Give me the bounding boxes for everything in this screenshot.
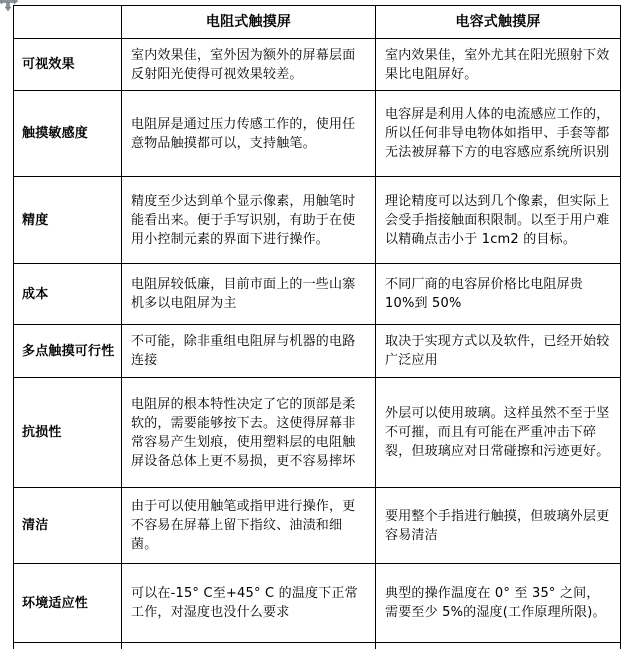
table-cell-resistive: 电阻屏的根本特性决定了它的顶部是柔软的，需要能够按下去。这使得屏幕非常容易产生划痕，使用塑料层的电阻触屏设备总体上更不易损，更不容易摔坏 <box>122 378 376 488</box>
table-row-visibility <box>14 39 621 91</box>
table-row-cost <box>14 264 621 325</box>
row-label: 环境适应性 <box>14 564 122 643</box>
comparison-table <box>13 5 621 649</box>
row-label: 抗损性 <box>14 378 122 488</box>
row-label: 多点触摸可行性 <box>14 325 122 378</box>
table-row-clipped <box>14 643 621 649</box>
table-header-capacitive: 电容式触摸屏 <box>376 6 621 39</box>
table-row-sensitivity <box>14 91 621 177</box>
table-cell-capacitive: 室内效果佳，室外尤其在阳光照射下效果比电阻屏好。 <box>376 39 621 91</box>
table-cell-resistive: 电阻屏较低廉，目前市面上的一些山寨机多以电阻屏为主 <box>122 264 376 325</box>
table-cell-capacitive: 外层可以使用玻璃。这样虽然不至于坚不可摧，而且有可能在严重冲击下碎裂，但玻璃应对日常碰擦和污迹更好。 <box>376 378 621 488</box>
table-cell-clipped <box>14 643 122 649</box>
table-cell-clipped <box>376 643 621 649</box>
table-row-multitouch <box>14 325 621 378</box>
table-row-environment <box>14 564 621 643</box>
table-cell-resistive: 不可能，除非重组电阻屏与机器的电路连接 <box>122 325 376 378</box>
table-cell-capacitive: 要用整个手指进行触摸，但玻璃外层更容易清洁 <box>376 488 621 564</box>
table-move-handle-icon[interactable] <box>0 0 18 11</box>
table-row-cleaning <box>14 488 621 564</box>
row-label: 精度 <box>14 177 122 264</box>
table-header-row <box>14 6 621 39</box>
table-cell-resistive: 室内效果佳，室外因为额外的屏幕层面反射阳光使得可视效果较差。 <box>122 39 376 91</box>
table-cell-capacitive: 取决于实现方式以及软件，已经开始较广泛应用 <box>376 325 621 378</box>
table-cell-clipped <box>122 643 376 649</box>
row-label: 触摸敏感度 <box>14 91 122 177</box>
table-cell-resistive: 电阻屏是通过压力传感工作的，使用任意物品触摸都可以，支持触笔。 <box>122 91 376 177</box>
table-row-precision <box>14 177 621 264</box>
table-header-blank <box>14 6 122 39</box>
table-cell-capacitive: 典型的操作温度在 0° 至 35° 之间，需要至少 5%的湿度(工作原理所限)。 <box>376 564 621 643</box>
table-cell-capacitive: 不同厂商的电容屏价格比电阻屏贵10%到 50% <box>376 264 621 325</box>
row-label: 成本 <box>14 264 122 325</box>
table-cell-capacitive: 理论精度可以达到几个像素，但实际上会受手指接触面积限制。以至于用户难以精确点击小于 1cm2 的目标。 <box>376 177 621 264</box>
table-cell-resistive: 精度至少达到单个显示像素，用触笔时能看出来。便于手写识别，有助于在使用小控制元素的界面下进行操作。 <box>122 177 376 264</box>
row-label: 清洁 <box>14 488 122 564</box>
table-header-resistive: 电阻式触摸屏 <box>122 6 376 39</box>
row-label: 可视效果 <box>14 39 122 91</box>
table-row-durability <box>14 378 621 488</box>
table-cell-resistive: 可以在-15° C至+45° C 的温度下正常工作，对湿度也没什么要求 <box>122 564 376 643</box>
table-cell-resistive: 由于可以使用触笔或指甲进行操作，更不容易在屏幕上留下指纹、油渍和细菌。 <box>122 488 376 564</box>
table-cell-capacitive: 电容屏是利用人体的电流感应工作的，所以任何非导电物体如指甲、手套等都无法被屏幕下方的电容感应系统所识别 <box>376 91 621 177</box>
